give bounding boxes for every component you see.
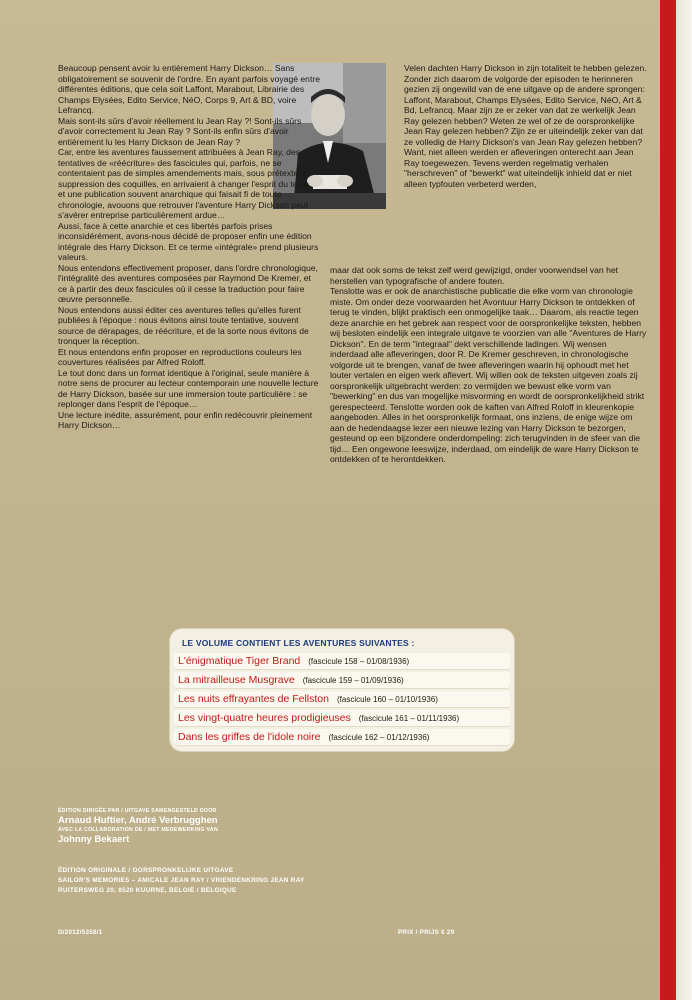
french-paragraph: Beaucoup pensent avoir lu entièrement Harry Dickson… Sans obligatoirement se souvenir de l'ordre. En ayant parfois voyagé entre différentes éditions, que cela soit Laffont, Marabout, Librairie des Champs Elysées, Edito Service, NéO, Corps 9, Art & BD, voire Lefrancq. bbox=[58, 63, 320, 115]
original-edition-info bbox=[58, 866, 305, 896]
dutch-paragraph: maar dat ook soms de tekst zelf werd gewijzigd, onder voorwendsel van het herstellen van typografische of andere fouten. bbox=[330, 265, 619, 286]
red-spine bbox=[660, 0, 676, 1000]
french-paragraph: Nous entendons effectivement proposer, dans l'ordre chronologique, l'intégralité des aventures composées par Raymond De Kremer, et ce à partir des deux fascicules où il cesse la traduction pour faire œuvre personnelle. bbox=[58, 262, 318, 304]
list-item bbox=[174, 729, 510, 745]
french-paragraph: Une lecture inédite, assurément, pour enfin redécouvrir pleinement Harry Dickson… bbox=[58, 409, 313, 430]
french-paragraph: Nous entendons aussi éditer ces aventures telles qu'elles furent publiées à l'époque : nous évitons ainsi toute tentative, souvent source de dérapages, de réécriture, et de la sorte nous évitons de tronquer la réception. bbox=[58, 304, 309, 346]
volume-contents-list bbox=[174, 653, 510, 748]
editors-names: Arnaud Huftier, André Verbrugghen bbox=[58, 815, 218, 826]
list-item bbox=[174, 653, 510, 669]
volume-contents-title: LE VOLUME CONTIENT LES AVENTURES SUIVANTES : bbox=[182, 638, 415, 648]
fascicule-info: (fascicule 162 – 01/12/1936) bbox=[328, 732, 430, 742]
volume-contents-box bbox=[170, 629, 514, 751]
dutch-paragraph: Velen dachten Harry Dickson in zijn totaliteit te hebben gelezen. Zonder zich daarom de volgorde der episoden te herinneren gezien zij ongewild van de ene uitgave op de andere sprongen: Laffont, Marabout, Champs Elysées, Edito Service, NéO, Art & Bd, Lefrancq. Maar zijn ze er zeker van dat ze werkelijk Jean Ray gelezen hebben? Weten ze wel of ze de oorspronkelijke Jean Ray gelezen hebben? Zijn ze er uiteindelijk zeker van dat ze volledig de Harry Dickson's van Jean Ray gelezen hebben? Want, niet alleen werden er afleveringen onterecht aan Jean Ray toegewezen. Tevens werden regelmatig verhalen "herschreven" of "bewerkt" wat uiteindelijk inhield dat er niet alleen typfouten verbeterd werden, bbox=[404, 63, 647, 189]
story-title: La mitrailleuse Musgrave bbox=[178, 674, 295, 686]
fascicule-info: (fascicule 158 – 01/08/1936) bbox=[308, 656, 410, 666]
dutch-text-top bbox=[404, 63, 647, 189]
story-title: L'énigmatique Tiger Brand bbox=[178, 655, 301, 667]
list-item bbox=[174, 672, 510, 688]
french-paragraph: Et nous entendons enfin proposer en reproductions couleurs les couvertures réalisées par Alfred Roloff. bbox=[58, 346, 302, 367]
list-item bbox=[174, 710, 510, 726]
original-edition-line: ÉDITION ORIGINALE / OORSPRONKELIJKE UITGAVE bbox=[58, 867, 234, 874]
fascicule-info: (fascicule 159 – 01/09/1936) bbox=[302, 675, 404, 685]
story-title: Les nuits effrayantes de Fellston bbox=[178, 693, 329, 705]
french-paragraph: Car, entre les aventures faussement attribuées à Jean Ray, des tentatives de «réécriture» des fascicules qui, parfois, ne se contentaient pas de simples amendements mais, sous prétexte de suppression des coquilles, en arrivaient à changer l'esprit du texte, et une publication souvent anarchique qui faisait fi de toute chronologie, avouons que retrouver l'aventure Harry Dickson peut s'avérer entreprise particulièrement ardue… bbox=[58, 147, 312, 220]
credits-label: ÉDITION DIRIGÉE PAR / UITGAVE SAMENGESTELD DOOR bbox=[58, 808, 217, 814]
publisher-line: SAILOR'S MEMORIES – AMICALE JEAN RAY / VRIENDENKRING JEAN RAY bbox=[58, 877, 305, 884]
dutch-paragraph: Tenslotte was er ook de anarchistische publicatie die elke vorm van chronologie miste. Om onder deze voorwaarden het Avontuur Harry Dickson te ontdekken of terug te vinden, blijkt praktisch een onmogelijke taak… Daarom, als reactie tegen deze anarchie en het gebrek aan respect voor de oorspronkelijke teksten, hebben wij besloten eindelijk een integrale uitgave te voorzien van alle "Aventures de Harry Dickson". En de term "integraal" dekt verschillende ladingen. Wij wensen inderdaad alle afleveringen, door R. De Kremer geschreven, in chronologische volgorde uit te brengen, vanaf de twee afleveringen waarin hij ophoudt met het louter vertalen en eigen werk aflevert. Wij willen ook de teksten uitgeven zoals zij oorspronkelijk uitgebracht werden: zo vermijden we bewust elke vorm van "bewerking" en dus van mogelijke misvorming en wordt de oorspronkelijkheid strikt gerespecteerd. Tenslotte worden ook de kaften van Alfred Roloff in kleurenkopie aangeboden. Alles in het oorspronkelijk formaat, ons inziens, de enige wijze om aan de hedendaagse lezer een nieuwe lezing van Harry Dickson te bezorgen, gesteund op een bijzondere onderdompeling: zich terugvinden in de sfeer van die tijd… Een ongewone leeswijze, inderdaad, om eindelijk de ware Harry Dickson te ontdekken of te herontdekken. bbox=[330, 286, 647, 464]
french-paragraph: Le tout donc dans un format identique à l'original, seule manière à notre sens de procurer au lecteur contemporain une nouvelle lecture de Harry Dickson, basée sur une immersion toute particulière : se replonger dans l'esprit de l'époque… bbox=[58, 367, 319, 409]
address-line: RUITERSWEG 20, 8520 KUURNE, BELGIË / BELGIQUE bbox=[58, 887, 237, 894]
dutch-text-bottom bbox=[330, 265, 647, 465]
french-text bbox=[58, 63, 320, 431]
fascicule-info: (fascicule 160 – 01/10/1936) bbox=[336, 694, 438, 704]
story-title: Les vingt-quatre heures prodigieuses bbox=[178, 712, 351, 724]
credits-label: AVEC LA COLLABORATION DE / MET MEDEWERKING VAN bbox=[58, 827, 219, 833]
french-paragraph: Mais sont-ils sûrs d'avoir réellement lu Jean Ray ?! Sont-ils sûrs d'avoir correctement lu Jean Ray ? Sont-ils enfin sûrs d'avoir entièrement lu les Harry Dickson de Jean Ray ? bbox=[58, 115, 302, 147]
fascicule-info: (fascicule 161 – 01/11/1936) bbox=[358, 713, 460, 723]
editorial-credits bbox=[58, 808, 458, 846]
legal-deposit: D/2012/5358/1 bbox=[58, 929, 103, 936]
page-edge bbox=[676, 0, 692, 1000]
french-paragraph: Aussi, face à cette anarchie et ces libertés parfois prises inconsidérément, avons-nous décidé de proposer enfin une édition intégrale des Harry Dickson. Et ce terme «intégrale» prend plusieurs valeurs. bbox=[58, 220, 319, 262]
list-item bbox=[174, 691, 510, 707]
story-title: Dans les griffes de l'idole noire bbox=[178, 731, 321, 743]
price-label: PRIX / PRIJS € 29 bbox=[398, 929, 455, 936]
collaborator-name: Johnny Bekaert bbox=[58, 834, 130, 845]
